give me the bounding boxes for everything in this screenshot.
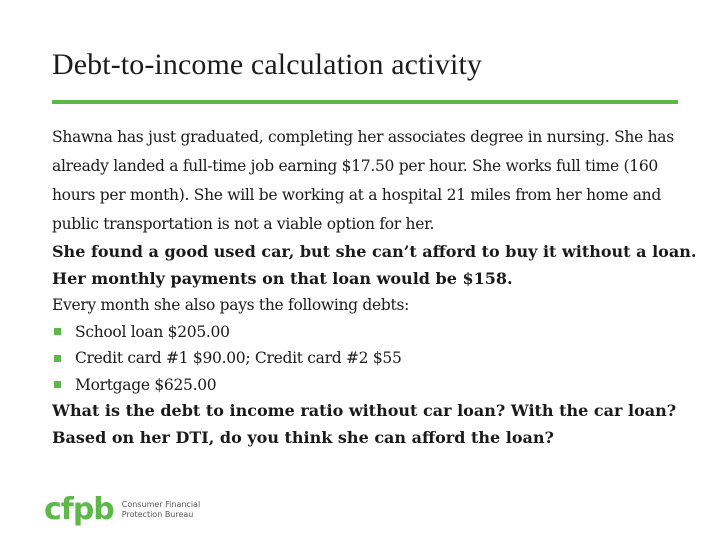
debt-item: [52, 372, 692, 399]
slide-body: [52, 123, 697, 451]
square-bullet-icon: [54, 355, 61, 362]
intro-line: hours per month). She will be working at a hospital 21 miles from her home and: [52, 186, 661, 204]
logo-text-line: Consumer Financial: [121, 499, 201, 509]
debts-list: [52, 319, 692, 399]
title-divider: [52, 100, 678, 104]
logo-text-line: Protection Bureau: [121, 509, 194, 519]
debt-item: [52, 345, 692, 372]
debt-item-text: Credit card #1 $90.00; Credit card #2 $55: [75, 349, 402, 367]
debt-item: [52, 319, 692, 346]
logo-mark: cfpb: [44, 492, 114, 527]
intro-line: Shawna has just graduated, completing her associates degree in nursing. She has: [52, 128, 674, 146]
slide-title: Debt-to-income calculation activity: [52, 48, 483, 81]
car-loan-paragraph: [52, 239, 697, 292]
debts-intro-text: Every month she also pays the following debts:: [52, 296, 410, 314]
question-line: Based on her DTI, do you think she can afford the loan?: [52, 427, 554, 447]
logo-text: [122, 500, 200, 520]
car-loan-line: She found a good used car, but she can’t afford to buy it without a loan.: [52, 242, 697, 261]
intro-line: public transportation is not a viable option for her.: [52, 215, 435, 233]
debts-intro: [52, 292, 692, 319]
question-line: What is the debt to income ratio without car loan? With the car loan?: [52, 401, 677, 420]
intro-paragraph: [52, 123, 692, 239]
cfpb-logo: [44, 492, 200, 527]
intro-line: already landed a full-time job earning $17.50 per hour. She works full time (160: [52, 157, 658, 175]
square-bullet-icon: [54, 328, 61, 335]
car-loan-line: Her monthly payments on that loan would be $158.: [52, 268, 513, 288]
question-paragraph: [52, 398, 692, 451]
debt-item-text: School loan $205.00: [75, 322, 230, 341]
square-bullet-icon: [54, 381, 61, 388]
debt-item-text: Mortgage $625.00: [75, 375, 217, 394]
